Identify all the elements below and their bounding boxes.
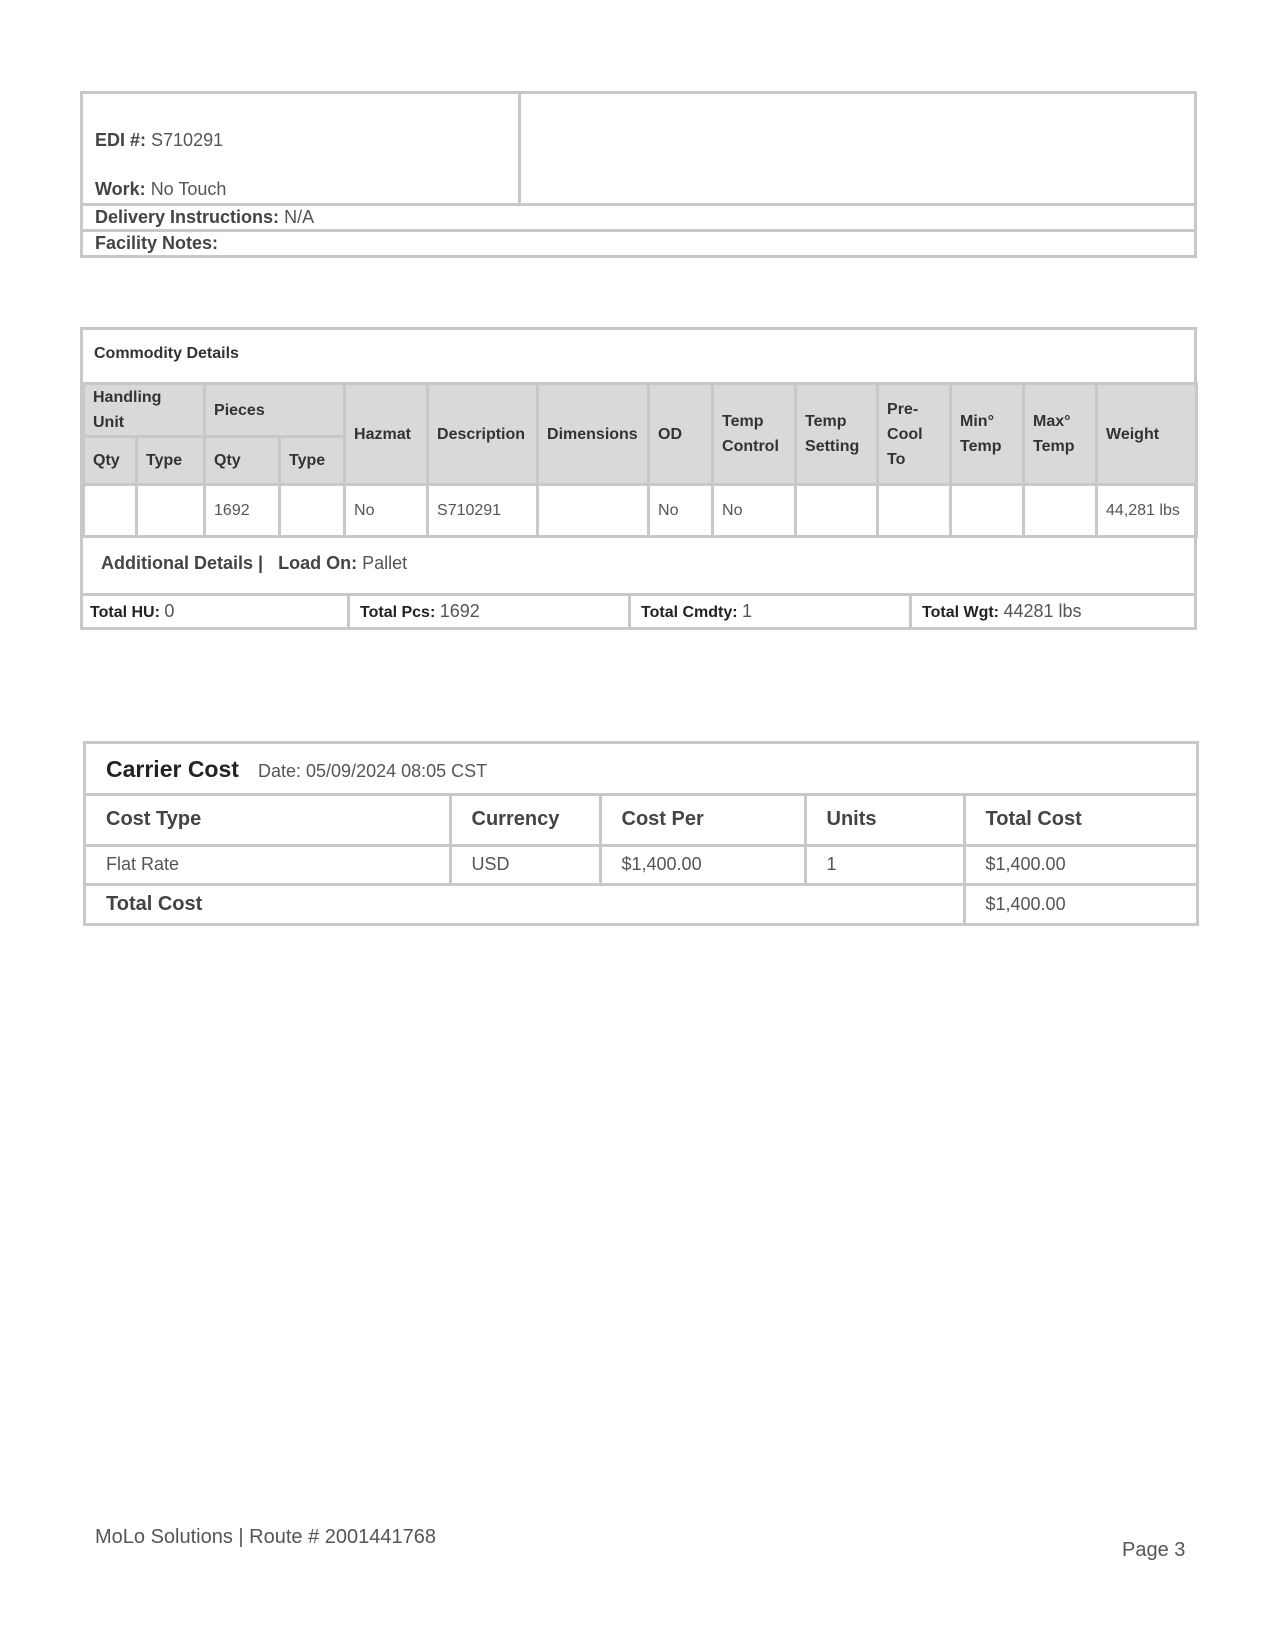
delivery-value: N/A	[284, 207, 315, 227]
header-cost-type: Cost Type	[86, 796, 450, 845]
cell-weight: 44,281 lbs	[1097, 485, 1197, 537]
cell-pcs-type	[280, 485, 345, 537]
header-cost-per: Cost Per	[600, 796, 805, 845]
total-cost-row	[86, 884, 1196, 923]
header-hu-qty: Qty	[84, 437, 137, 485]
total-cmdty	[631, 596, 912, 630]
edi-label: EDI #:	[95, 130, 147, 150]
carrier-cost	[83, 741, 1199, 926]
commodity-details	[80, 327, 1197, 630]
header-total-cost: Total Cost	[964, 796, 1196, 845]
footer-route: MoLo Solutions | Route # 2001441768	[95, 1526, 437, 1548]
header-pre-cool-to: Pre-Cool To	[878, 384, 951, 485]
total-cmdty-label: Total Cmdty:	[641, 604, 738, 621]
cell-dimensions	[538, 485, 649, 537]
shipment-info-top	[83, 94, 1194, 206]
total-wgt-value: 44281 lbs	[1003, 601, 1082, 621]
cell-units: 1	[805, 845, 964, 884]
delivery-label: Delivery Instructions:	[95, 207, 280, 227]
header-temp-control: Temp Control	[713, 384, 796, 485]
header-units: Units	[805, 796, 964, 845]
header-pieces: Pieces	[205, 384, 345, 437]
work-value: No Touch	[150, 179, 227, 199]
work-label: Work:	[95, 179, 146, 199]
header-dimensions: Dimensions	[538, 384, 649, 485]
header-temp-setting: Temp Setting	[796, 384, 878, 485]
cell-od: No	[649, 485, 713, 537]
cell-currency: USD	[450, 845, 600, 884]
cell-cost-type: Flat Rate	[86, 845, 450, 884]
header-od: OD	[649, 384, 713, 485]
cell-pcs-qty: 1692	[205, 485, 280, 537]
total-wgt	[912, 596, 1197, 630]
header-handling-unit: Handling Unit	[84, 384, 205, 437]
shipment-info-right	[521, 94, 1194, 203]
header-pcs-qty: Qty	[205, 437, 280, 485]
cell-hazmat: No	[345, 485, 428, 537]
header-description: Description	[428, 384, 538, 485]
cell-max-temp	[1024, 485, 1097, 537]
facility-notes	[83, 232, 1194, 255]
edi-number	[95, 130, 223, 151]
cell-temp-setting	[796, 485, 878, 537]
additional-details	[101, 553, 407, 574]
facility-label: Facility Notes:	[95, 233, 219, 253]
work-type	[95, 179, 226, 200]
page-number: Page 3	[1122, 1539, 1186, 1561]
total-hu-value: 0	[164, 601, 175, 621]
carrier-cost-header	[86, 744, 1196, 796]
header-hazmat: Hazmat	[345, 384, 428, 485]
load-on-label: Load On:	[278, 553, 358, 573]
cell-description: S710291	[428, 485, 538, 537]
additional-details-label: Additional Details |	[101, 553, 264, 573]
cell-min-temp	[951, 485, 1024, 537]
carrier-cost-table	[86, 796, 1196, 923]
total-pcs-label: Total Pcs:	[360, 604, 436, 621]
header-currency: Currency	[450, 796, 600, 845]
carrier-cost-title: Carrier Cost	[106, 756, 239, 782]
total-wgt-label: Total Wgt:	[922, 604, 1000, 621]
load-on-value: Pallet	[362, 553, 408, 573]
header-hu-type: Type	[137, 437, 205, 485]
header-weight: Weight	[1097, 384, 1197, 485]
cell-pre-cool-to	[878, 485, 951, 537]
total-pcs	[350, 596, 631, 630]
total-cost-value: $1,400.00	[964, 884, 1196, 923]
total-cost-label: Total Cost	[86, 884, 964, 923]
cell-hu-qty	[84, 485, 137, 537]
shipment-info-box	[80, 91, 1197, 258]
carrier-cost-date: Date: 05/09/2024 08:05 CST	[258, 761, 488, 781]
commodity-table	[82, 382, 1198, 538]
commodity-row	[84, 485, 1197, 537]
cell-hu-type	[137, 485, 205, 537]
header-min-temp: Min° Temp	[951, 384, 1024, 485]
commodity-title: Commodity Details	[94, 345, 239, 362]
shipment-info-left	[83, 94, 521, 203]
cell-total-cost: $1,400.00	[964, 845, 1196, 884]
cell-temp-control: No	[713, 485, 796, 537]
total-cmdty-value: 1	[742, 601, 753, 621]
table-row	[86, 845, 1196, 884]
total-pcs-value: 1692	[439, 601, 480, 621]
header-pcs-type: Type	[280, 437, 345, 485]
edi-value: S710291	[151, 130, 224, 150]
header-max-temp: Max° Temp	[1024, 384, 1097, 485]
cell-cost-per: $1,400.00	[600, 845, 805, 884]
total-hu-label: Total HU:	[90, 604, 160, 621]
delivery-instructions	[83, 206, 1194, 232]
commodity-totals	[80, 593, 1197, 630]
total-hu	[80, 596, 350, 630]
